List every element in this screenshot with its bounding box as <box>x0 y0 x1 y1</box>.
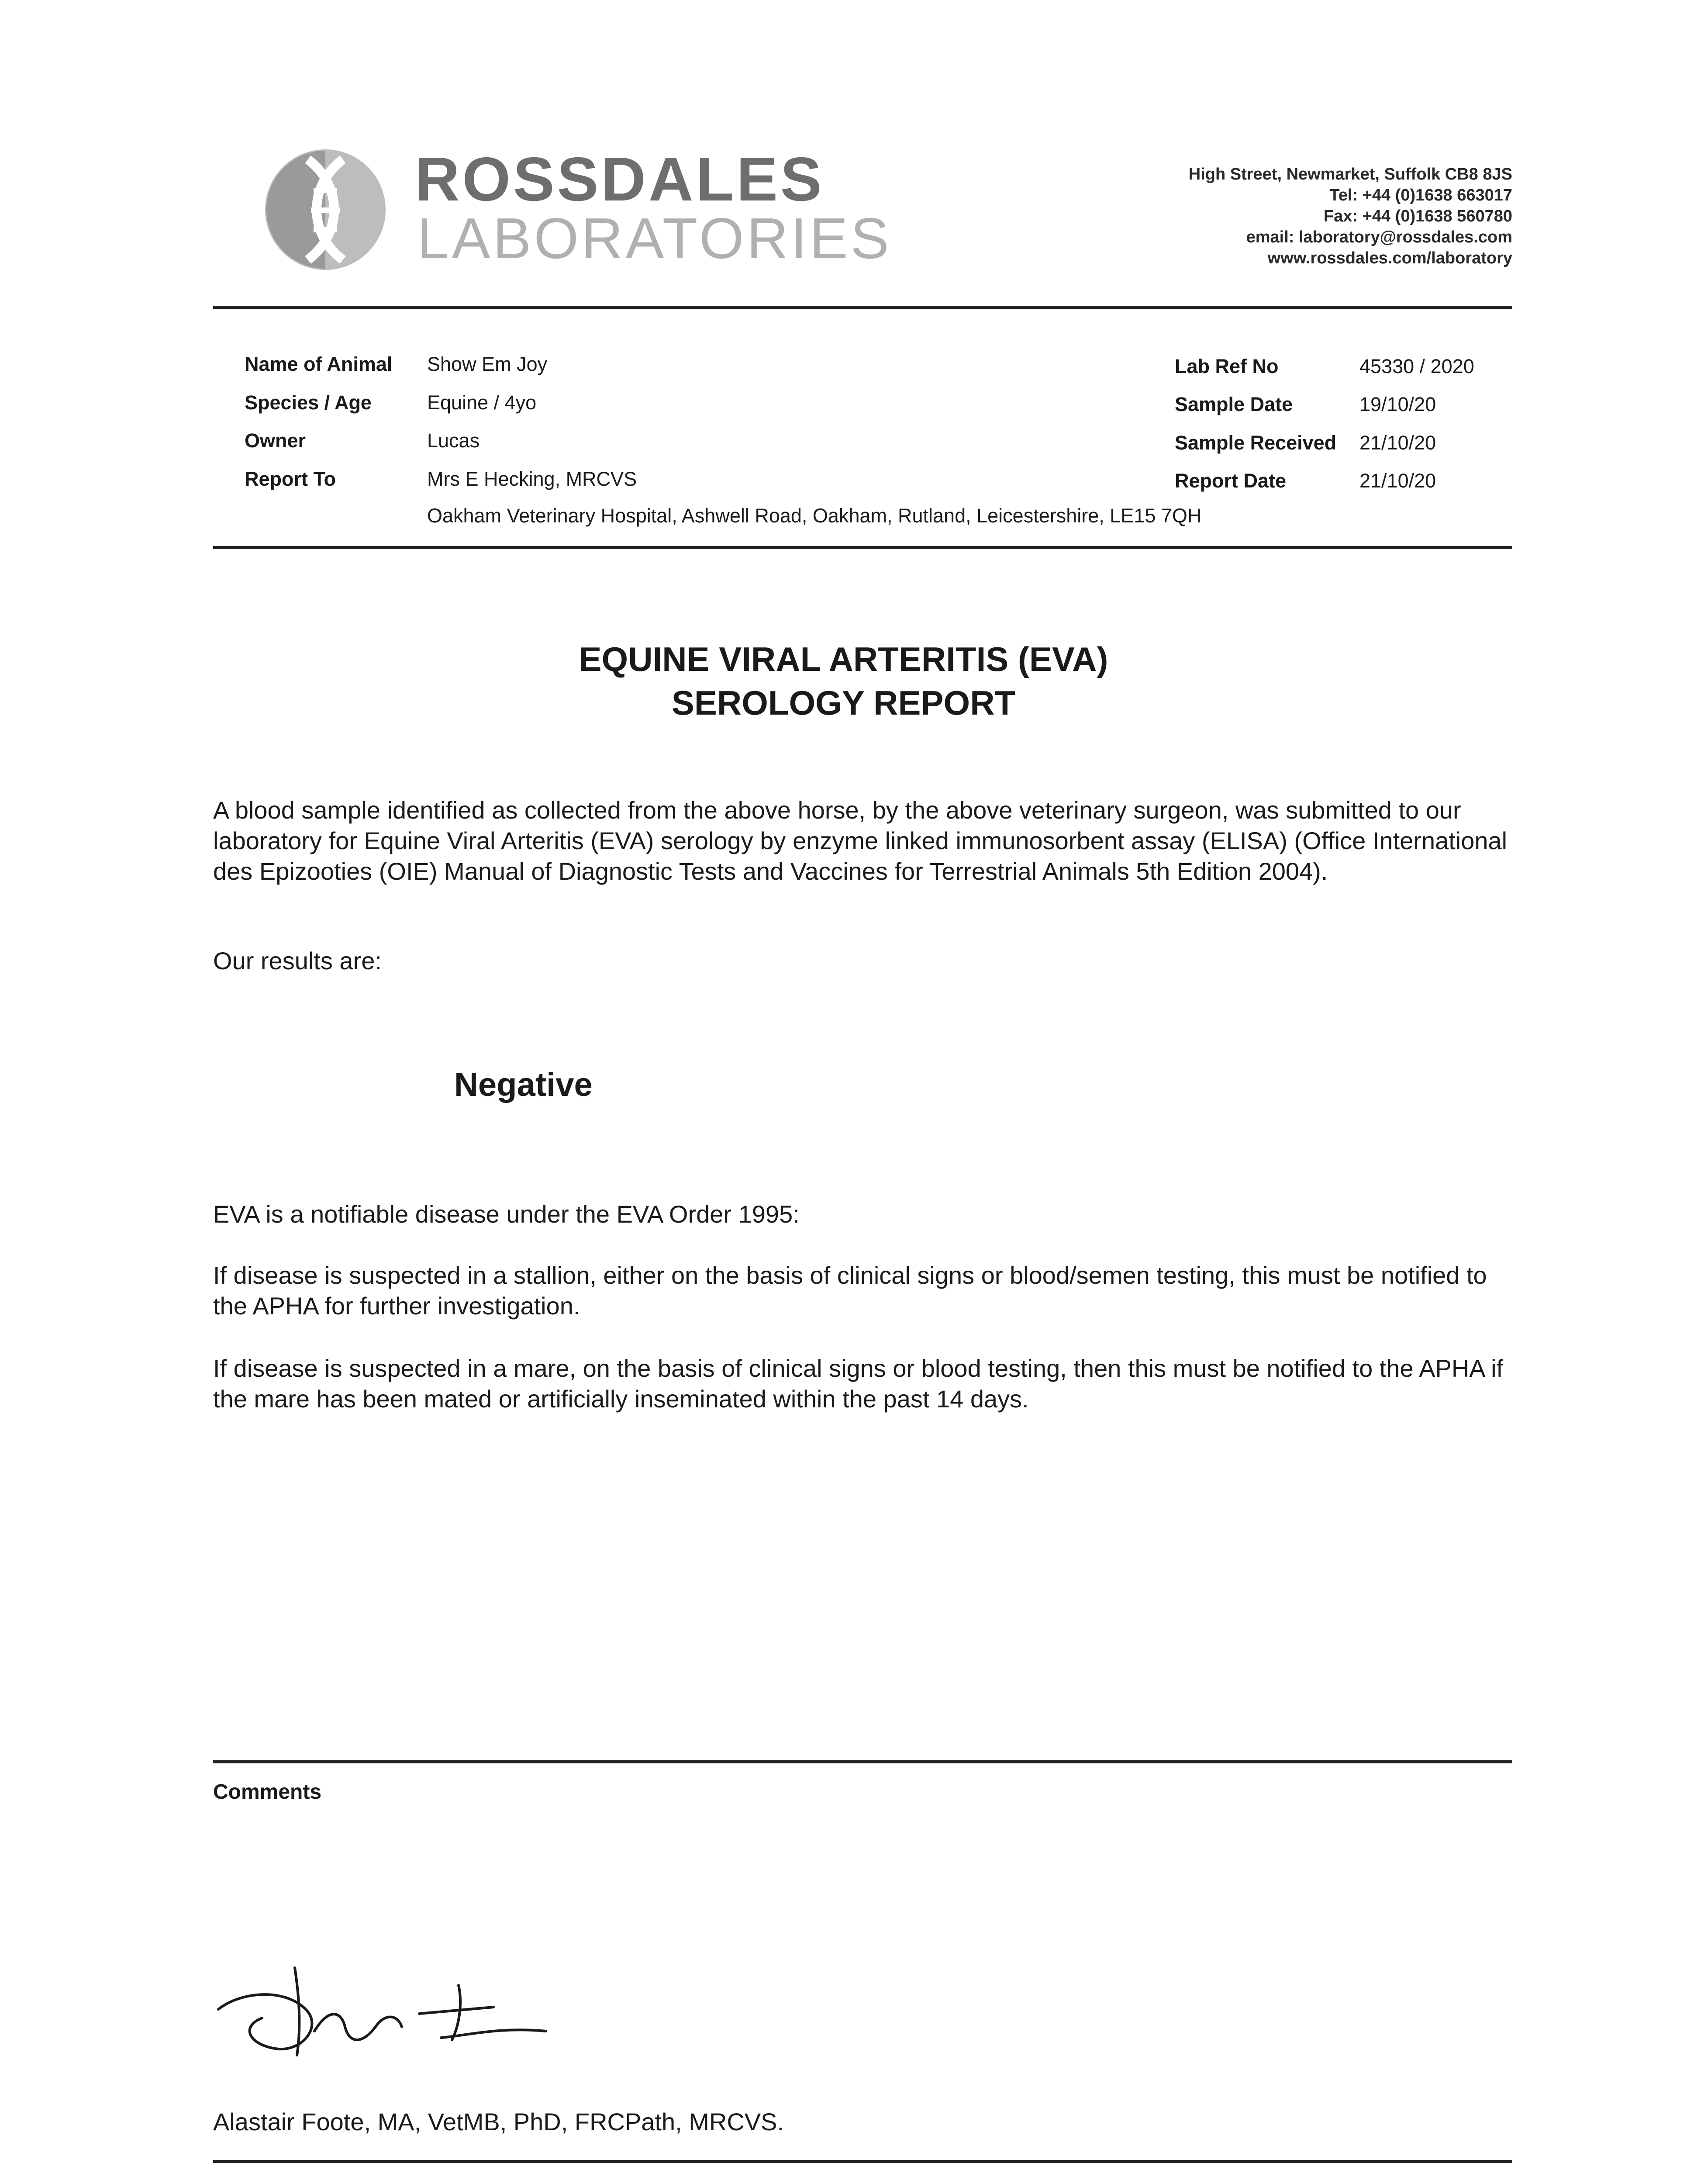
fax: Fax: +44 (0)1638 560780 <box>1323 207 1512 225</box>
address: High Street, Newmarket, Suffolk CB8 8JS <box>1188 165 1512 183</box>
sample-received-label: Sample Received <box>1175 432 1337 454</box>
header-divider <box>213 306 1512 309</box>
report-to-address: Oakham Veterinary Hospital, Ashwell Road, Oakham, Rutland, Leicestershire, LE15 7QH <box>427 505 1202 527</box>
mare-paragraph: If disease is suspected in a mare, on the basis of clinical signs or blood testing, then this must be notified to the APHA if the mare has been mated or artificially inseminated within the past 14 days. <box>213 1355 1504 1413</box>
species-age-value: Equine / 4yo <box>427 391 537 414</box>
name-of-animal-label: Name of Animal <box>245 353 393 375</box>
lab-ref-label: Lab Ref No <box>1175 355 1279 377</box>
results-intro: Our results are: <box>213 947 382 975</box>
sample-date-label: Sample Date <box>1175 393 1293 415</box>
report-date-label: Report Date <box>1175 470 1287 492</box>
brand-name: ROSSDALES <box>415 145 825 214</box>
contact-block <box>1189 164 1512 269</box>
owner-value: Lucas <box>427 429 480 452</box>
species-age-label: Species / Age <box>245 391 372 414</box>
sample-date-value: 19/10/20 <box>1359 393 1436 415</box>
footer-divider <box>213 2160 1512 2163</box>
report-to-value: Mrs E Hecking, MRCVS <box>427 468 637 490</box>
telephone: Tel: +44 (0)1638 663017 <box>1329 186 1512 204</box>
name-of-animal-value: Show Em Joy <box>427 353 548 375</box>
signatory-name: Alastair Foote, MA, VetMB, PhD, FRCPath, MRCVS. <box>213 2108 784 2136</box>
report-subtitle: SEROLOGY REPORT <box>671 684 1016 722</box>
stallion-paragraph: If disease is suspected in a stallion, either on the basis of clinical signs or blood/semen testing, this must be notified to the APHA for further investigation. <box>213 1261 1487 1320</box>
report-title: EQUINE VIRAL ARTERITIS (EVA) <box>579 640 1108 678</box>
test-result: Negative <box>454 1066 593 1103</box>
signature <box>214 1961 555 2062</box>
details-divider <box>213 546 1512 549</box>
comments-label: Comments <box>213 1780 322 1804</box>
brand-subtitle: LABORATORIES <box>417 206 892 270</box>
sample-received-value: 21/10/20 <box>1359 432 1436 454</box>
report-to-label: Report To <box>245 468 336 490</box>
intro-paragraph: A blood sample identified as collected from the above horse, by the above veterinary surgeon, was submitted to our laboratory for Equine Viral Arteritis (EVA) serology by enzyme linked immunosorbent assay (ELISA) (Office International des Epizooties (OIE) Manual of Diagnostic Tests and Vaccines for Terrestrial Animals 5th Edition 2004). <box>213 796 1508 885</box>
owner-label: Owner <box>245 429 306 452</box>
email: email: laboratory@rossdales.com <box>1246 228 1512 246</box>
notice-heading: EVA is a notifiable disease under the EVA Order 1995: <box>213 1200 800 1228</box>
lab-ref-value: 45330 / 2020 <box>1359 355 1474 377</box>
website: www.rossdales.com/laboratory <box>1267 249 1512 267</box>
report-date-value: 21/10/20 <box>1359 470 1436 492</box>
comments-divider <box>213 1760 1512 1763</box>
rossdales-logo-icon <box>262 146 389 273</box>
